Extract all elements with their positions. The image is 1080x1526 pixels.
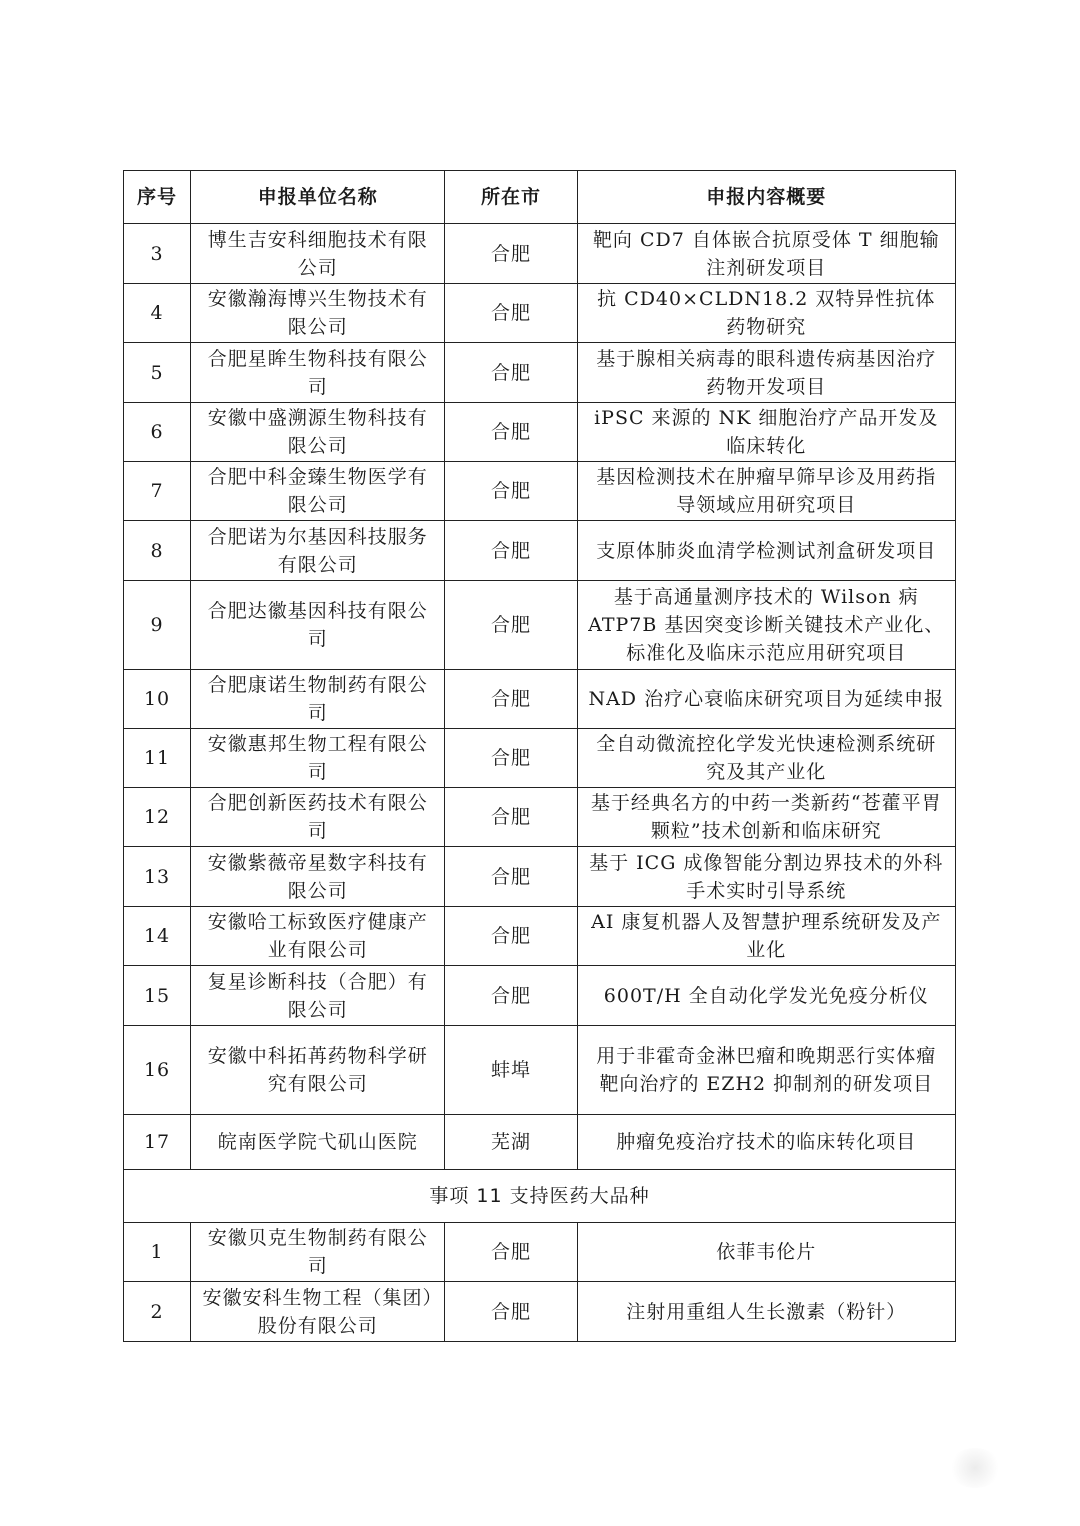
cell-city: 合肥 [445,462,577,521]
cell-no: 10 [124,670,191,729]
cell-no: 9 [124,581,191,670]
cell-desc: iPSC 来源的 NK 细胞治疗产品开发及临床转化 [577,403,955,462]
cell-no: 7 [124,462,191,521]
cell-desc: 用于非霍奇金淋巴瘤和晚期恶行实体瘤靶向治疗的 EZH2 抑制剂的研发项目 [577,1026,955,1115]
projects-table [123,170,956,1342]
cell-city: 合肥 [445,343,577,403]
table-row [124,847,956,907]
cell-city: 蚌埠 [445,1026,577,1115]
table-row [124,224,956,284]
cell-desc: 基于经典名方的中药一类新药“苍藿平胃颗粒”技术创新和临床研究 [577,788,955,847]
cell-no: 15 [124,966,191,1026]
header-city: 所在市 [445,171,577,224]
table-row [124,966,956,1026]
cell-desc: 基于高通量测序技术的 Wilson 病 ATP7B 基因突变诊断关键技术产业化、标准化及临床示范应用研究项目 [577,581,955,670]
section-title: 事项 11 支持医药大品种 [124,1170,956,1223]
table-row [124,907,956,966]
cell-no: 17 [124,1115,191,1170]
cell-name: 安徽瀚海博兴生物技术有限公司 [191,284,445,343]
cell-city: 合肥 [445,788,577,847]
cell-no: 11 [124,729,191,788]
cell-no: 3 [124,224,191,284]
header-no: 序号 [124,171,191,224]
table-row [124,1115,956,1170]
cell-city: 合肥 [445,284,577,343]
cell-desc: 全自动微流控化学发光快速检测系统研究及其产业化 [577,729,955,788]
scan-watermark [948,1448,1002,1488]
cell-no: 4 [124,284,191,343]
cell-name: 安徽中科拓苒药物科学研究有限公司 [191,1026,445,1115]
header-name: 申报单位名称 [191,171,445,224]
section-row-group [124,1170,956,1223]
table-row [124,1223,956,1282]
cell-city: 合肥 [445,907,577,966]
cell-name: 安徽哈工标致医疗健康产业有限公司 [191,907,445,966]
cell-desc: 依菲韦伦片 [577,1223,955,1282]
cell-no: 6 [124,403,191,462]
cell-desc: 抗 CD40×CLDN18.2 双特异性抗体药物研究 [577,284,955,343]
cell-name: 合肥中科金臻生物医学有限公司 [191,462,445,521]
cell-desc: 支原体肺炎血清学检测试剂盒研发项目 [577,521,955,581]
cell-desc: AI 康复机器人及智慧护理系统研发及产业化 [577,907,955,966]
cell-desc: NAD 治疗心衰临床研究项目为延续申报 [577,670,955,729]
cell-city: 合肥 [445,729,577,788]
cell-name: 复星诊断科技（合肥）有限公司 [191,966,445,1026]
cell-city: 合肥 [445,1223,577,1282]
cell-city: 合肥 [445,581,577,670]
table-row [124,403,956,462]
section-row [124,1170,956,1223]
table-body-part1 [124,224,956,1170]
cell-city: 合肥 [445,1282,577,1342]
cell-no: 12 [124,788,191,847]
cell-name: 安徽紫薇帝星数字科技有限公司 [191,847,445,907]
cell-no: 14 [124,907,191,966]
cell-name: 合肥康诺生物制药有限公司 [191,670,445,729]
table-header-row [124,171,956,224]
cell-city: 合肥 [445,224,577,284]
cell-desc: 600T/H 全自动化学发光免疫分析仪 [577,966,955,1026]
cell-city: 合肥 [445,670,577,729]
cell-city: 合肥 [445,847,577,907]
cell-desc: 基于 ICG 成像智能分割边界技术的外科手术实时引导系统 [577,847,955,907]
cell-name: 安徽安科生物工程（集团）股份有限公司 [191,1282,445,1342]
cell-no: 13 [124,847,191,907]
cell-no: 5 [124,343,191,403]
table-body-part2 [124,1223,956,1342]
table-row [124,581,956,670]
cell-desc: 基因检测技术在肿瘤早筛早诊及用药指导领域应用研究项目 [577,462,955,521]
table-row [124,1282,956,1342]
cell-city: 芜湖 [445,1115,577,1170]
cell-name: 安徽惠邦生物工程有限公司 [191,729,445,788]
table-row [124,462,956,521]
cell-name: 合肥创新医药技术有限公司 [191,788,445,847]
cell-name: 安徽贝克生物制药有限公司 [191,1223,445,1282]
table-row [124,729,956,788]
cell-name: 合肥诺为尔基因科技服务有限公司 [191,521,445,581]
cell-no: 1 [124,1223,191,1282]
cell-name: 合肥星眸生物科技有限公司 [191,343,445,403]
cell-no: 16 [124,1026,191,1115]
cell-desc: 注射用重组人生长激素（粉针） [577,1282,955,1342]
table-row [124,343,956,403]
cell-city: 合肥 [445,403,577,462]
cell-name: 博生吉安科细胞技术有限公司 [191,224,445,284]
cell-city: 合肥 [445,966,577,1026]
cell-name: 安徽中盛溯源生物科技有限公司 [191,403,445,462]
cell-no: 8 [124,521,191,581]
cell-desc: 基于腺相关病毒的眼科遗传病基因治疗药物开发项目 [577,343,955,403]
cell-desc: 肿瘤免疫治疗技术的临床转化项目 [577,1115,955,1170]
cell-desc: 靶向 CD7 自体嵌合抗原受体 T 细胞输注剂研发项目 [577,224,955,284]
table-row [124,788,956,847]
cell-no: 2 [124,1282,191,1342]
cell-name: 皖南医学院弋矶山医院 [191,1115,445,1170]
table-row [124,1026,956,1115]
cell-city: 合肥 [445,521,577,581]
cell-name: 合肥达徽基因科技有限公司 [191,581,445,670]
header-desc: 申报内容概要 [577,171,955,224]
table-row [124,521,956,581]
table-row [124,670,956,729]
table-row [124,284,956,343]
